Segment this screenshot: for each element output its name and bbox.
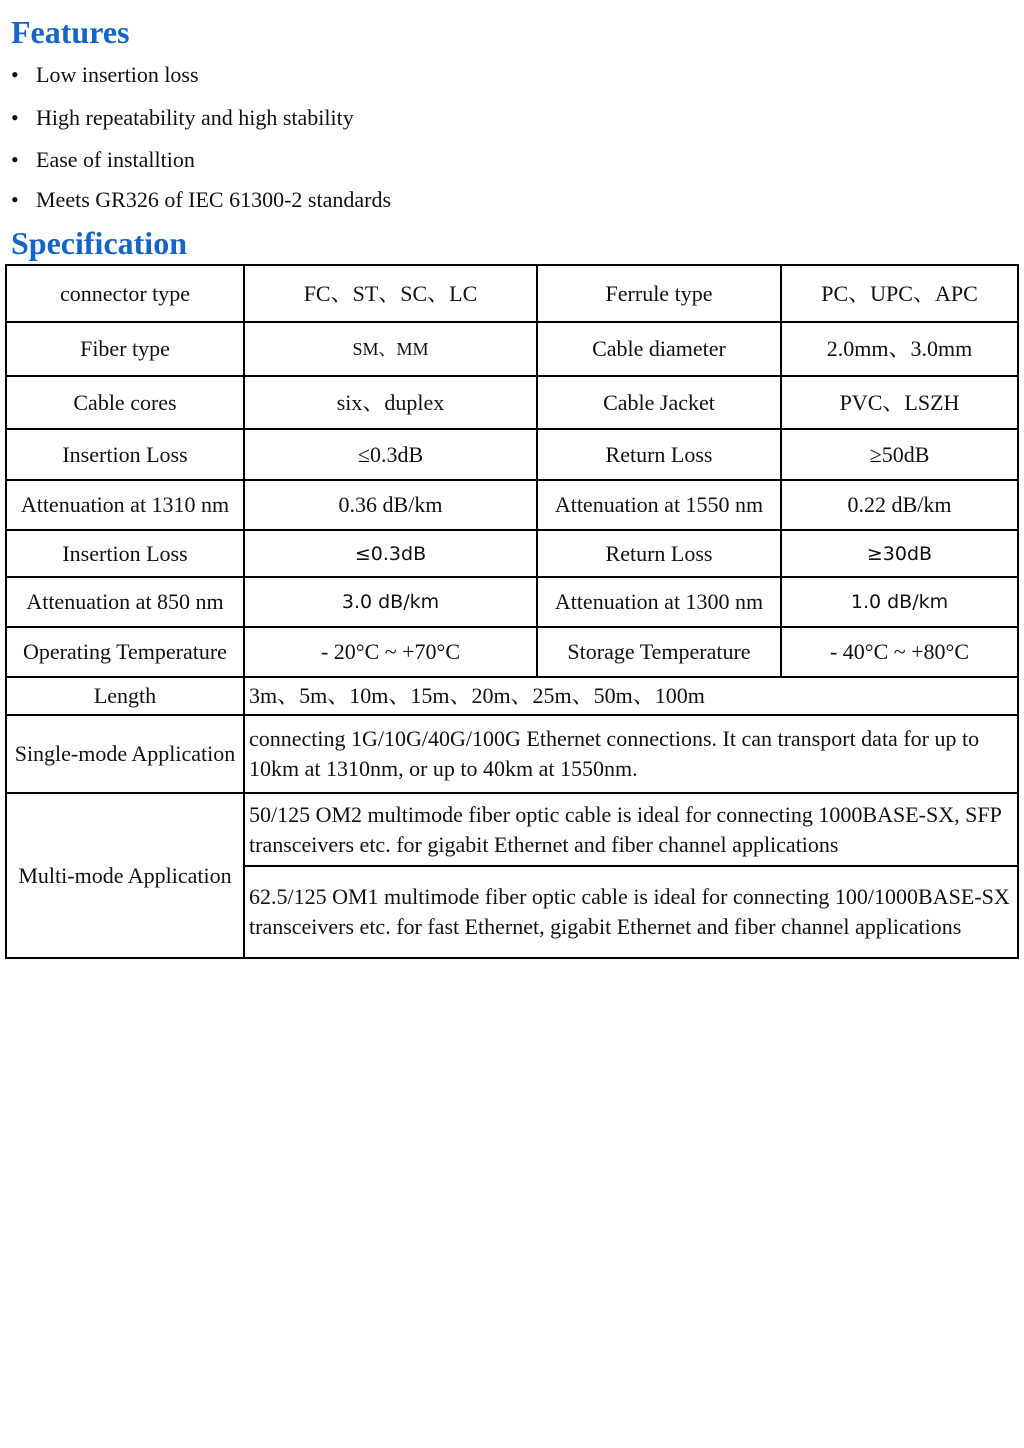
multi-mode-om2-value: 50/125 OM2 multimode fiber optic cable is ideal for connecting 1000BASE-SX, SFP transceivers etc. for gigabit Ethernet and fiber channel applications [244, 793, 1018, 866]
spec-label: Storage Temperature [537, 627, 781, 677]
spec-label: Attenuation at 1550 nm [537, 480, 781, 530]
table-row [6, 677, 1018, 715]
spec-label: Cable cores [6, 376, 244, 429]
table-row [6, 322, 1018, 376]
bullet-icon: • [11, 62, 19, 87]
single-mode-value: connecting 1G/10G/40G/100G Ethernet connections. It can transport data for up to 10km at 1310nm, or up to 40km at 1550nm. [244, 715, 1018, 793]
feature-item: • Ease of installtion [11, 147, 195, 172]
spec-label: connector type [6, 265, 244, 322]
spec-value: ≥50dB [781, 429, 1018, 480]
single-mode-label: Single-mode Application [6, 715, 244, 793]
feature-item: • High repeatability and high stability [11, 105, 354, 130]
spec-value: 2.0mm、3.0mm [781, 322, 1018, 376]
spec-label: Insertion Loss [6, 429, 244, 480]
length-label: Length [6, 677, 244, 715]
spec-label: Attenuation at 1310 nm [6, 480, 244, 530]
spec-label: Attenuation at 850 nm [6, 577, 244, 627]
table-row [6, 376, 1018, 429]
spec-label: Insertion Loss [6, 530, 244, 577]
spec-label: Ferrule type [537, 265, 781, 322]
bullet-icon: • [11, 105, 19, 130]
spec-label: Cable Jacket [537, 376, 781, 429]
table-row [6, 577, 1018, 627]
spec-value: ≥30dB [781, 530, 1018, 577]
features-heading: Features [11, 14, 130, 50]
spec-value: FC、ST、SC、LC [244, 265, 537, 322]
spec-value: - 40°C ~ +80°C [781, 627, 1018, 677]
length-value: 3m、5m、10m、15m、20m、25m、50m、100m [244, 677, 1018, 715]
spec-value: 1.0 dB/km [781, 577, 1018, 627]
table-row [6, 793, 1018, 866]
spec-value: PC、UPC、APC [781, 265, 1018, 322]
table-row [6, 715, 1018, 793]
spec-label: Operating Temperature [6, 627, 244, 677]
spec-value: PVC、LSZH [781, 376, 1018, 429]
spec-value: 0.36 dB/km [244, 480, 537, 530]
feature-item: • Meets GR326 of IEC 61300-2 standards [11, 187, 392, 212]
spec-value: ≤0.3dB [244, 530, 537, 577]
bullet-icon: • [11, 187, 19, 212]
spec-value: ≤0.3dB [244, 429, 537, 480]
spec-label: Attenuation at 1300 nm [537, 577, 781, 627]
spec-value: SM、MM [244, 322, 537, 376]
spec-label: Cable diameter [537, 322, 781, 376]
table-row [6, 429, 1018, 480]
spec-value: - 20°C ~ +70°C [244, 627, 537, 677]
multi-mode-label: Multi-mode Application [6, 793, 244, 958]
specification-table [5, 264, 1019, 959]
table-row [6, 480, 1018, 530]
table-row [6, 530, 1018, 577]
table-row [6, 265, 1018, 322]
table-row [6, 627, 1018, 677]
spec-label: Return Loss [537, 429, 781, 480]
spec-value: 0.22 dB/km [781, 480, 1018, 530]
specification-heading: Specification [11, 225, 187, 261]
spec-value: six、duplex [244, 376, 537, 429]
multi-mode-om1-value: 62.5/125 OM1 multimode fiber optic cable is ideal for connecting 100/1000BASE-SX transceivers etc. for fast Ethernet, gigabit Ethernet and fiber channel applications [244, 866, 1018, 958]
bullet-icon: • [11, 147, 19, 172]
spec-label: Fiber type [6, 322, 244, 376]
spec-value: 3.0 dB/km [244, 577, 537, 627]
feature-item: • Low insertion loss [11, 62, 199, 87]
spec-label: Return Loss [537, 530, 781, 577]
